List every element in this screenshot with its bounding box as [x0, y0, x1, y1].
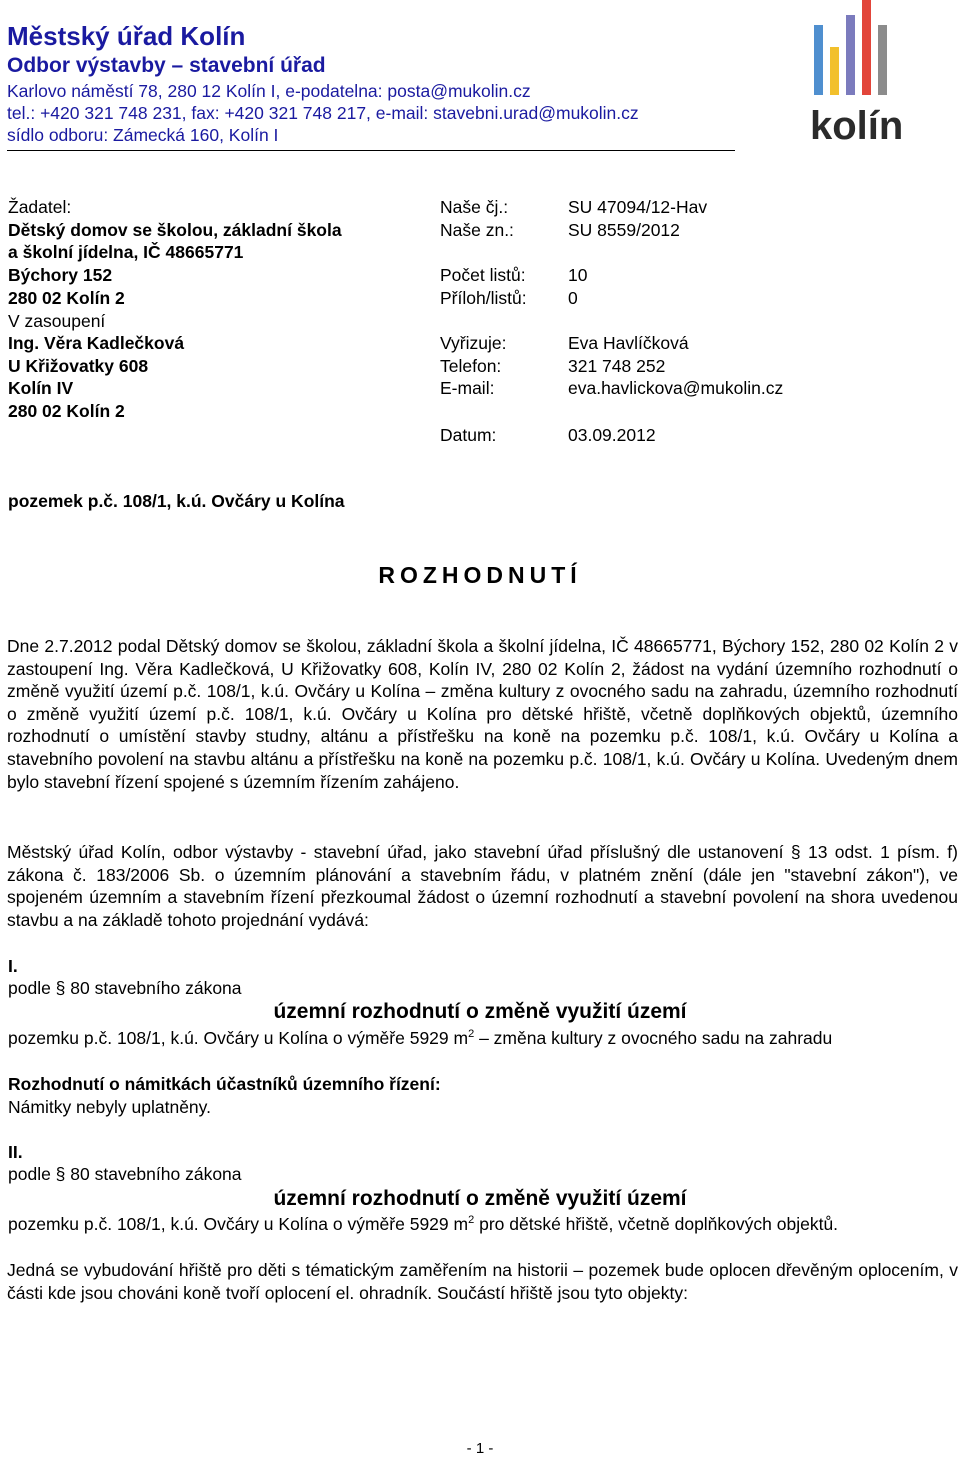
- decision-heading: ROZHODNUTÍ: [378, 562, 582, 588]
- applicant-line: Kolín IV: [8, 378, 74, 398]
- applicant-line: Dětský domov se školou, základní škola: [8, 220, 342, 240]
- section1-title: územní rozhodnutí o změně využití území: [273, 1000, 687, 1023]
- ref-pocet-label: Počet listů:: [440, 265, 526, 285]
- ref-datum-label: Datum:: [440, 425, 497, 445]
- applicant-label: Žadatel:: [8, 197, 72, 217]
- section1-sup: 2: [468, 1028, 475, 1040]
- header-divider: [7, 150, 735, 151]
- closing-paragraph: Jedná se vybudování hřiště pro děti s tématickým zaměřením na historii – pozemek bude oplocen dřevěným oplocením, v části kde jsou chováni koně tvoří oplocení el. ohradník. Součástí hřiště jsou tyto objekty:: [7, 1260, 958, 1303]
- ref-telefon-label: Telefon:: [440, 356, 502, 376]
- ref-vyrizuje-value: Eva Havlíčková: [568, 333, 689, 353]
- applicant-line: V zasoupení: [8, 311, 106, 331]
- office-seat: sídlo odboru: Zámecká 160, Kolín I: [7, 125, 279, 145]
- ref-email-value: eva.havlickova@mukolin.cz: [568, 378, 784, 398]
- ref-priloh-value: 0: [568, 288, 578, 308]
- applicant-line: 280 02 Kolín 2: [8, 401, 125, 421]
- logo-text: kolín: [810, 104, 904, 148]
- logo-bar-purple: [846, 15, 855, 95]
- section2-title: územní rozhodnutí o změně využití území: [273, 1187, 687, 1210]
- section2-law: podle § 80 stavebního zákona: [8, 1164, 242, 1184]
- logo-bar-yellow: [830, 47, 839, 95]
- ref-cj-value: SU 47094/12-Hav: [568, 197, 708, 217]
- section2-text: [8, 1213, 838, 1235]
- ref-telefon-value: 321 748 252: [568, 356, 666, 376]
- ref-cj-label: Naše čj.:: [440, 197, 509, 217]
- applicant-line: Býchory 152: [8, 265, 113, 285]
- section2-sup: 2: [468, 1214, 475, 1226]
- office-title: Městský úřad Kolín: [7, 21, 246, 51]
- section2-text-before: pozemku p.č. 108/1, k.ú. Ovčáry u Kolína o výměře 5929 m: [8, 1214, 469, 1234]
- objections-title: Rozhodnutí o námitkách účastníků územního řízení:: [8, 1074, 441, 1094]
- section2-numeral: II.: [8, 1142, 23, 1162]
- ref-datum-value: 03.09.2012: [568, 425, 656, 445]
- ref-vyrizuje-label: Vyřizuje:: [440, 333, 507, 353]
- objections-text: Námitky nebyly uplatněny.: [8, 1097, 211, 1117]
- section2-text-after: pro dětské hřiště, včetně doplňkových objektů.: [474, 1214, 839, 1234]
- ref-email-label: E-mail:: [440, 378, 495, 398]
- ref-zn-value: SU 8559/2012: [568, 220, 680, 240]
- intro-paragraph: Dne 2.7.2012 podal Dětský domov se školou, základní škola a školní jídelna, IČ 48665771, Býchory 152, 280 02 Kolín 2 v zastoupení Ing. Věra Kadlečková, U Křižovatky 608, Kolín IV, 280 02 Kolín 2, žádost na vydání územního rozhodnutí o změně využití území p.č. 108/1, k.ú. Ovčáry u Kolína – změna kultury z ovocného sadu na zahradu, územního rozhodnutí o změně využití území p.č. 108/1, k.ú. Ovčáry u Kolína pro dětské hřiště, včetně doplňkových objektů, územního rozhodnutí o umístění stavby studny, altánu a přístřešku na koně na pozemku p.č. 108/1, k.ú. Ovčáry u Kolína a stavebního povolení na stavbu altánu a přístřešku na koně na pozemku p.č. 108/1, k.ú. Ovčáry u Kolína. Uvedeným dnem bylo stavební řízení spojené s územním řízením zahájeno.: [7, 636, 958, 792]
- department-title: Odbor výstavby – stavební úřad: [7, 54, 326, 77]
- section1-text-before: pozemku p.č. 108/1, k.ú. Ovčáry u Kolína o výměře 5929 m: [8, 1028, 469, 1048]
- applicant-line: U Křižovatky 608: [8, 356, 149, 376]
- section1-numeral: I.: [8, 956, 18, 976]
- subject-line: pozemek p.č. 108/1, k.ú. Ovčáry u Kolína: [8, 491, 345, 511]
- logo-bar-gray: [878, 25, 887, 95]
- page-number: - 1 -: [466, 1440, 494, 1457]
- office-contact: tel.: +420 321 748 231, fax: +420 321 748 217, e-mail: stavebni.urad@mukolin.cz: [7, 103, 639, 123]
- section1-text-after: – změna kultury z ovocného sadu na zahradu: [474, 1028, 833, 1048]
- logo-bar-red: [862, 0, 871, 95]
- applicant-line: Ing. Věra Kadlečková: [8, 333, 185, 353]
- section1-law: podle § 80 stavebního zákona: [8, 978, 242, 998]
- applicant-line: 280 02 Kolín 2: [8, 288, 125, 308]
- logo-bar-blue: [814, 25, 823, 95]
- ref-priloh-label: Příloh/listů:: [440, 288, 527, 308]
- office-address: Karlovo náměstí 78, 280 12 Kolín I, e-podatelna: posta@mukolin.cz: [7, 81, 531, 101]
- authority-paragraph: Městský úřad Kolín, odbor výstavby - stavební úřad, jako stavební úřad příslušný dle ustanovení § 13 odst. 1 písm. f) zákona č. 183/2006 Sb. o územním plánování a stavebním řádu, v platném znění (dále jen "stavební zákon"), ve spojeném územním a stavebním řízení přezkoumal žádost o územní rozhodnutí a stavební povolení na shora uvedenou stavbu a na základě tohoto projednání vydává:: [7, 842, 958, 930]
- section1-text: [8, 1027, 832, 1049]
- applicant-line: a školní jídelna, IČ 48665771: [8, 242, 244, 262]
- ref-pocet-value: 10: [568, 265, 588, 285]
- ref-zn-label: Naše zn.:: [440, 220, 514, 240]
